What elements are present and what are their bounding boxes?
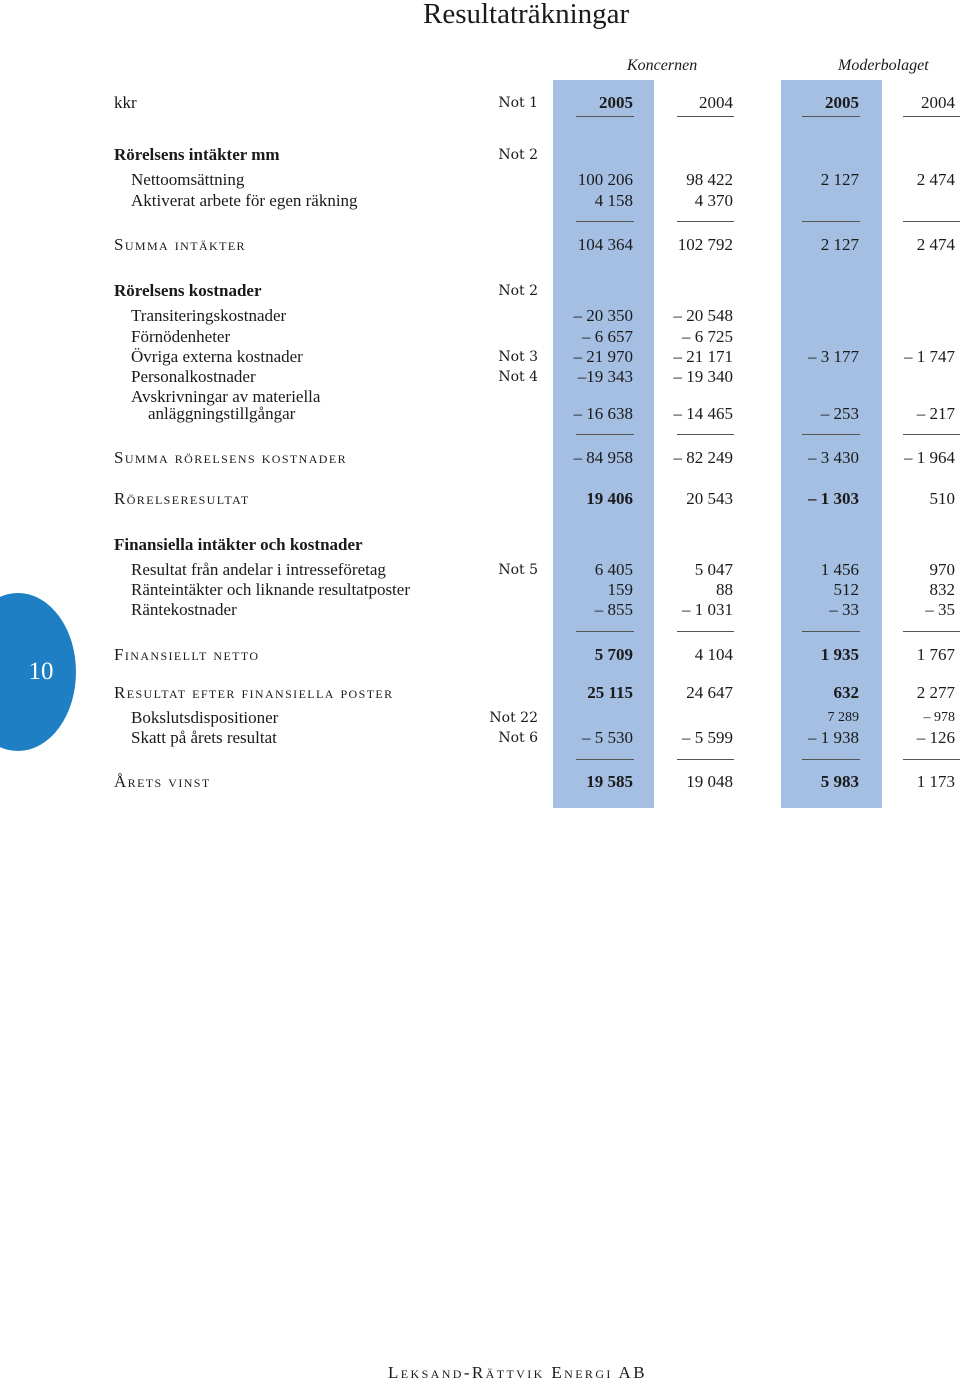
koncernen-2005-value: – 6 657: [582, 327, 633, 346]
row-label: Transiteringskostnader: [131, 306, 287, 325]
moderbolaget-2004-value: – 35: [925, 600, 955, 619]
row-label: Aktiverat arbete för egen räkning: [131, 191, 358, 210]
koncernen-2004-value: 4 370: [694, 191, 733, 210]
table-row: [0, 305, 960, 327]
koncernen-2005-value: – 20 350: [573, 306, 633, 325]
rule-line: [576, 116, 634, 117]
moderbolaget-2004-value: – 217: [916, 404, 955, 423]
koncernen-2005-value: – 84 958: [573, 448, 633, 467]
moderbolaget-2005-value: – 33: [829, 600, 859, 619]
rule-line: [576, 759, 634, 760]
row-label: Resultat efter finansiella poster: [114, 683, 394, 702]
koncernen-2004-value: 19 048: [686, 772, 733, 791]
row-label: Summa intäkter: [114, 235, 246, 254]
koncernen-2005-value: 104 364: [577, 235, 633, 254]
table-row: [0, 190, 960, 212]
row-label: Övriga externa kostnader: [131, 347, 303, 366]
row-label: Bokslutsdispositioner: [131, 708, 279, 727]
koncernen-2005-value: – 16 638: [573, 404, 633, 423]
row-label: Finansiellt netto: [114, 645, 260, 664]
moderbolaget-2005-value: 512: [833, 580, 859, 599]
table-row: [0, 403, 960, 425]
table-row: [0, 326, 960, 348]
row-label: Rörelsens kostnader: [114, 281, 262, 300]
footer-company: Leksand-Rättvik Energi AB: [388, 1363, 647, 1382]
rule-line: [802, 631, 860, 632]
koncernen-2005-value: 6 405: [594, 560, 633, 579]
moderbolaget-2004-value: – 978: [923, 710, 955, 725]
koncernen-2005-value: 25 115: [587, 683, 633, 702]
koncernen-2004-value: 20 543: [686, 489, 733, 508]
row-label: Rörelsens intäkter mm: [114, 145, 280, 164]
koncernen-2004-value: 88: [716, 580, 733, 599]
row-label: Personalkostnader: [131, 367, 256, 386]
moderbolaget-2005-value: 1 456: [820, 560, 859, 579]
koncernen-2005-value: 19 585: [586, 772, 633, 791]
row-label: Rörelseresultat: [114, 489, 250, 508]
rule-line: [677, 631, 734, 632]
koncernen-2005-value: 19 406: [586, 489, 633, 508]
koncernen-2004-value: – 1 031: [682, 600, 733, 619]
table-row: [0, 599, 960, 621]
unit-label: kkr: [114, 93, 137, 112]
table-header: [0, 92, 960, 114]
row-note: Not 22: [489, 710, 538, 726]
row-label: Resultat från andelar i intresseföretag: [131, 560, 386, 579]
moderbolaget-2005-value: – 3 177: [808, 347, 859, 366]
table-row: [0, 366, 960, 388]
table-row: [0, 644, 960, 666]
moderbolaget-2004-value: 832: [929, 580, 955, 599]
rule-line: [576, 631, 634, 632]
rule-line: [903, 221, 960, 222]
row-label: Förnödenheter: [131, 327, 231, 346]
koncernen-2005-value: – 855: [594, 600, 633, 619]
header-koncernen-2005: 2005: [599, 93, 633, 112]
table-row: [0, 682, 960, 704]
row-note: Not 4: [498, 369, 538, 385]
header-koncernen-2004: 2004: [699, 93, 733, 112]
moderbolaget-2005-value: 2 127: [820, 235, 859, 254]
table-row: [0, 488, 960, 510]
rule-line: [903, 759, 960, 760]
moderbolaget-2004-value: 1 173: [916, 772, 955, 791]
row-note: Not 3: [498, 349, 538, 365]
rule-line: [903, 434, 960, 435]
koncernen-2005-value: –19 343: [577, 367, 633, 386]
row-note: Not 2: [498, 147, 538, 163]
koncernen-2005-value: 100 206: [577, 170, 633, 189]
row-label: Finansiella intäkter och kostnader: [114, 535, 363, 554]
moderbolaget-2005-value: – 3 430: [808, 448, 859, 467]
rule-line: [677, 434, 734, 435]
koncernen-2005-value: – 21 970: [573, 347, 633, 366]
koncernen-2004-value: – 82 249: [673, 448, 733, 467]
table-row: [0, 234, 960, 256]
moderbolaget-2004-value: 970: [929, 560, 955, 579]
rule-line: [677, 759, 734, 760]
koncernen-2004-value: – 19 340: [673, 367, 733, 386]
header-note: Not 1: [498, 95, 538, 111]
table-row: [0, 559, 960, 581]
moderbolaget-2005-value: – 1 303: [808, 489, 859, 508]
moderbolaget-2004-value: 2 277: [916, 683, 955, 702]
moderbolaget-2005-value: 2 127: [820, 170, 859, 189]
group-moderbolaget: Moderbolaget: [838, 57, 929, 74]
row-label: Räntekostnader: [131, 600, 237, 619]
koncernen-2004-value: 5 047: [694, 560, 733, 579]
rule-line: [802, 221, 860, 222]
rule-line: [802, 116, 860, 117]
koncernen-2004-value: – 20 548: [673, 306, 733, 325]
koncernen-2004-value: – 6 725: [682, 327, 733, 346]
rule-line: [677, 221, 734, 222]
row-note: Not 6: [498, 730, 538, 746]
koncernen-2004-value: – 21 171: [673, 347, 733, 366]
table-row: [0, 771, 960, 793]
table-row: [0, 534, 960, 556]
row-label: Skatt på årets resultat: [131, 728, 277, 747]
rule-line: [903, 631, 960, 632]
row-label: Ränteintäkter och liknande resultatposter: [131, 580, 410, 599]
moderbolaget-2004-value: 1 767: [916, 645, 955, 664]
moderbolaget-2004-value: – 1 747: [904, 347, 955, 366]
table-row: [0, 280, 960, 302]
table-row: [0, 579, 960, 601]
table-row: [0, 447, 960, 469]
table-row: [0, 707, 960, 729]
header-moderbolaget-2005: 2005: [825, 93, 859, 112]
group-koncernen: Koncernen: [627, 57, 698, 74]
koncernen-2005-value: 5 709: [594, 645, 633, 664]
koncernen-2005-value: 4 158: [594, 191, 633, 210]
rule-line: [576, 221, 634, 222]
rule-line: [677, 116, 734, 117]
koncernen-2004-value: 4 104: [694, 645, 733, 664]
moderbolaget-2005-value: – 253: [820, 404, 859, 423]
page-number: 10: [28, 658, 54, 685]
rule-line: [903, 116, 960, 117]
moderbolaget-2005-value: 1 935: [820, 645, 859, 664]
rule-line: [576, 434, 634, 435]
moderbolaget-2005-value: 632: [833, 683, 859, 702]
koncernen-2004-value: 102 792: [677, 235, 733, 254]
moderbolaget-2004-value: – 126: [916, 728, 955, 747]
rule-line: [802, 759, 860, 760]
row-label: Avskrivningar av materiella: [131, 387, 321, 406]
koncernen-2004-value: – 5 599: [682, 728, 733, 747]
koncernen-2005-value: 159: [607, 580, 633, 599]
row-label: anläggningstillgångar: [148, 404, 296, 423]
moderbolaget-2004-value: 510: [929, 489, 955, 508]
moderbolaget-2004-value: 2 474: [916, 170, 955, 189]
page-title: Resultaträkningar: [423, 0, 630, 30]
koncernen-2004-value: – 14 465: [673, 404, 733, 423]
table-row: [0, 169, 960, 191]
moderbolaget-2004-value: – 1 964: [904, 448, 955, 467]
row-label: Årets vinst: [114, 772, 211, 791]
table-row: [0, 346, 960, 368]
table-row: [0, 144, 960, 166]
moderbolaget-2005-value: – 1 938: [808, 728, 859, 747]
row-label: Nettoomsättning: [131, 170, 245, 189]
row-note: Not 2: [498, 283, 538, 299]
table-row: [0, 727, 960, 749]
koncernen-2004-value: 98 422: [686, 170, 733, 189]
moderbolaget-2005-value: 5 983: [820, 772, 859, 791]
moderbolaget-2004-value: 2 474: [916, 235, 955, 254]
koncernen-2005-value: – 5 530: [582, 728, 633, 747]
row-label: Summa rörelsens kostnader: [114, 448, 347, 467]
header-moderbolaget-2004: 2004: [921, 93, 955, 112]
row-note: Not 5: [498, 562, 538, 578]
rule-line: [802, 434, 860, 435]
moderbolaget-2005-value: 7 289: [827, 710, 859, 725]
koncernen-2004-value: 24 647: [686, 683, 733, 702]
